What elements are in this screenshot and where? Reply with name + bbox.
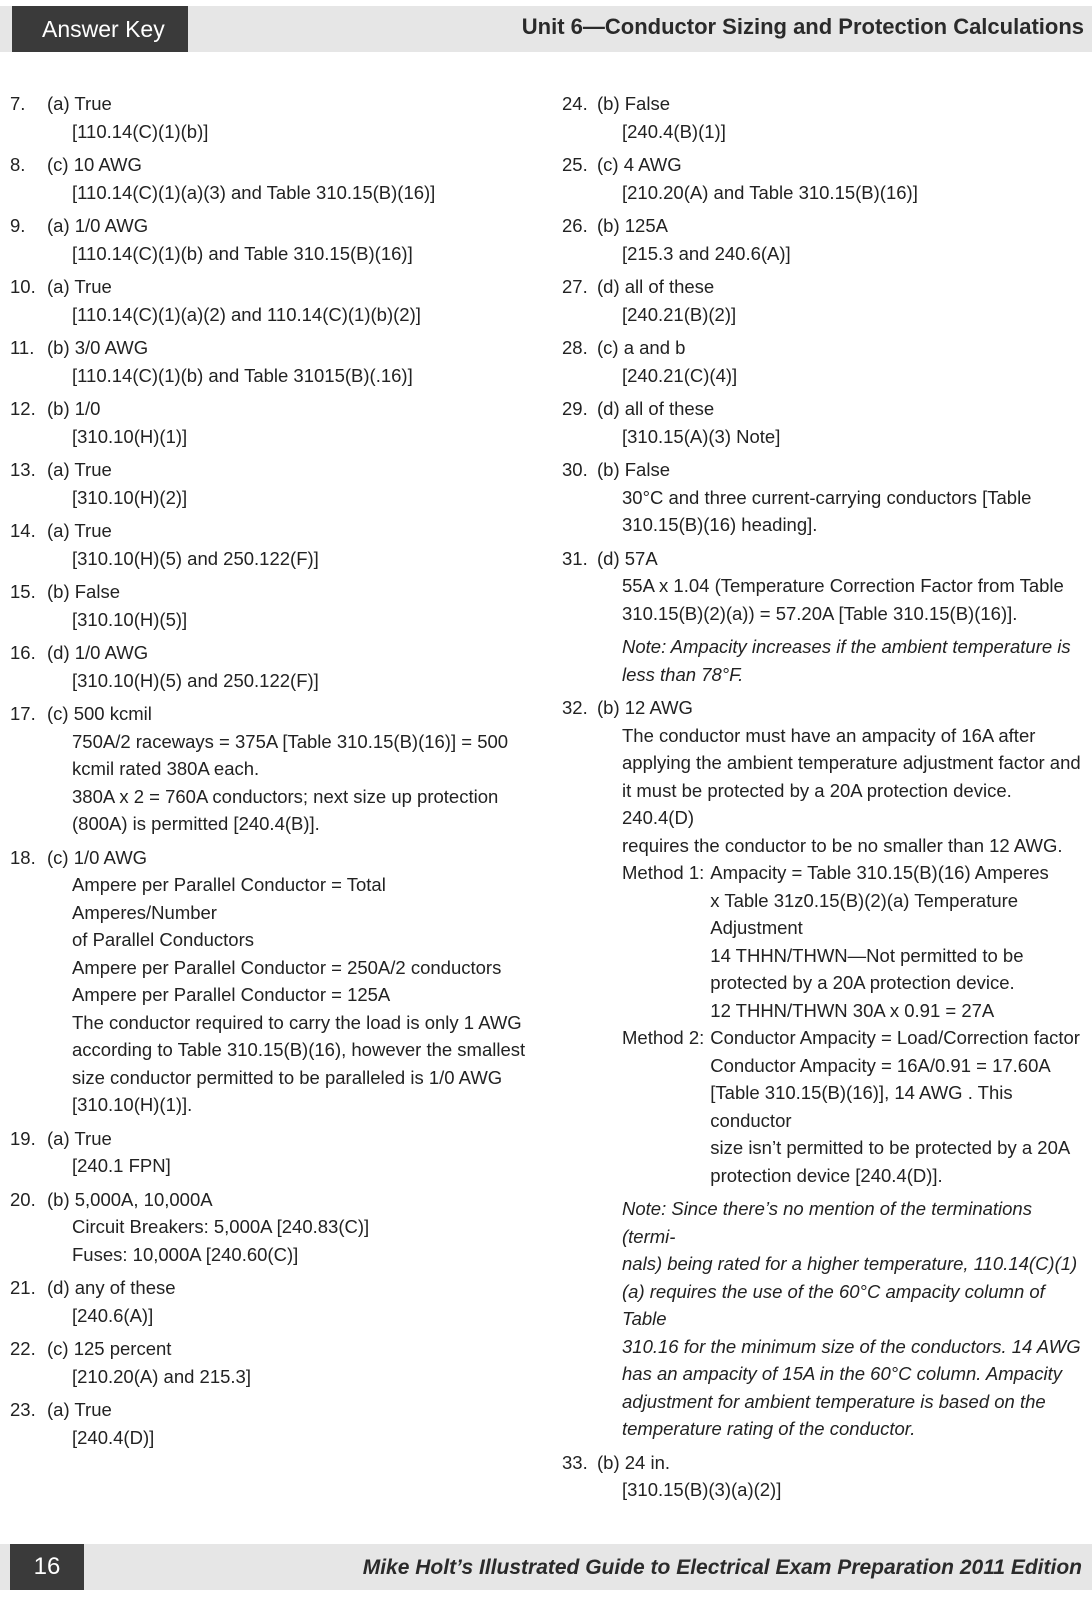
answer-item: 23. (a) True [240.4(D)]	[10, 1399, 155, 1448]
answer-item: 14. (a) True [310.10(H)(5) and 250.122(F)]	[10, 520, 319, 569]
right-column	[562, 90, 1087, 1510]
answer-item: 22. (c) 125 percent [210.20(A) and 215.3]	[10, 1338, 251, 1387]
answer-item: 8. (c) 10 AWG [110.14(C)(1)(a)(3) and Table 310.15(B)(16)]	[10, 154, 436, 203]
answer-item: 7. (a) True [110.14(C)(1)(b)]	[10, 93, 209, 142]
answer-item: 30. (b) False 30°C and three current-carrying conductors [Table 310.15(B)(16) heading].	[562, 459, 1032, 535]
answer-item: 33. (b) 24 in. [310.15(B)(3)(a)(2)]	[562, 1451, 782, 1500]
note: Note: Since there’s no mention of the terminations (termi- nals) being rated for a higher temperature, 110.14(C)(1) (a) requires the use of the 60°C ampacity column of Table 310.16 for the minimum size of the conductors. 14 AWG has an ampacity of 15A in the 60°C column. Ampacity adjustment for ambient temperature is based on the temperature rating of the conductor.	[622, 1198, 1081, 1439]
answer-item: 16. (d) 1/0 AWG [310.10(H)(5) and 250.122(F)]	[10, 642, 319, 691]
page-number: 16	[10, 1544, 84, 1590]
unit-title: Unit 6—Conductor Sizing and Protection Calculations	[521, 14, 1084, 39]
answer-item: 28. (c) a and b [240.21(C)(4)]	[562, 337, 738, 386]
answer-item: 32. (b) 12 AWG The conductor must have an ampacity of 16A after applying the ambient temperature adjustment factor and it must be protected by a 20A protection device. 240.4(D) requires the conductor to be no smaller than 12 AWG. Method 1: Ampacity = Table 310.15(B)(16) Amperes x Table 31z0.15(B)(2)(a) Temperature Adjustment 14 THHN/THWN—Not permitted to be protected by a 20A protection device. 12 THHN/THWN 30A x 0.91 = 27A Method 2: Conductor Ampacity = Load/Correction factor Conductor Ampacity = 16A/0.91 = 17.60A [Table 310.15(B)(16)], 14 AWG . This conductor size isn’t permitted to be protected by a 20A protection device [240.4(D)]. Note: Since there’s no mention of the terminations (termi- nals) being rated for a higher temperature, 110.14(C)(1) (a) requires the use of the 60°C ampacity column of Table 310.16 for the minimum size of the conductors. 14 AWG has an ampacity of 15A in the 60°C column. Ampacity adjustment for ambient temperature is based on the temperature rating of the conductor.	[562, 694, 1087, 1443]
answer-item: 15. (b) False [310.10(H)(5)]	[10, 581, 188, 630]
answer-item: 12. (b) 1/0 [310.10(H)(1)]	[10, 398, 188, 447]
answer-item: 21. (d) any of these [240.6(A)]	[10, 1277, 176, 1326]
left-column	[10, 90, 530, 1457]
answer-item: 9. (a) 1/0 AWG [110.14(C)(1)(b) and Table 310.15(B)(16)]	[10, 215, 413, 264]
answer-item: 18. (c) 1/0 AWG Ampere per Parallel Conductor = Total Amperes/Number of Parallel Conductors Ampere per Parallel Conductor = 250A/2 conductors Ampere per Parallel Conductor = 125A The conductor required to carry the load is only 1 AWG according to Table 310.15(B)(16), however the smallest size conductor permitted to be paralleled is 1/0 AWG [310.10(H)(1)].	[10, 846, 526, 1115]
method-2: Method 2: Conductor Ampacity = Load/Correction factor Conductor Ampacity = 16A/0.91 = 17.60A [Table 310.15(B)(16)], 14 AWG . This conductor size isn’t permitted to be protected by a 20A protection device [240.4(D)].	[622, 1027, 1080, 1186]
answer-item: 24. (b) False [240.4(B)(1)]	[562, 93, 726, 142]
answer-item: 17. (c) 500 kcmil 750A/2 raceways = 375A [Table 310.15(B)(16)] = 500 kcmil rated 380A each. 380A x 2 = 760A conductors; next size up protection (800A) is permitted [240.4(B)].	[10, 703, 509, 834]
note: Note: Ampacity increases if the ambient temperature is less than 78°F.	[622, 636, 1071, 685]
answer-item: 27. (d) all of these [240.21(B)(2)]	[562, 276, 737, 325]
answer-item: 19. (a) True [240.1 FPN]	[10, 1127, 171, 1176]
answer-item: 11. (b) 3/0 AWG [110.14(C)(1)(b) and Table 31015(B)(.16)]	[10, 337, 413, 386]
answer-item: 31. (d) 57A 55A x 1.04 (Temperature Correction Factor from Table 310.15(B)(2)(a)) = 57.20A [Table 310.15(B)(16)]. Note: Ampacity increases if the ambient temperature is less than 78°F.	[562, 545, 1087, 689]
answer-item: 26. (b) 125A [215.3 and 240.6(A)]	[562, 215, 791, 264]
answer-item: 29. (d) all of these [310.15(A)(3) Note]	[562, 398, 781, 447]
answer-item: 10. (a) True [110.14(C)(1)(a)(2) and 110.14(C)(1)(b)(2)]	[10, 276, 421, 325]
answer-item: 20. (b) 5,000A, 10,000A Circuit Breakers: 5,000A [240.83(C)] Fuses: 10,000A [240.60(C)]	[10, 1188, 370, 1265]
answer-item: 25. (c) 4 AWG [210.20(A) and Table 310.15(B)(16)]	[562, 154, 918, 203]
method-1: Method 1: Ampacity = Table 310.15(B)(16) Amperes x Table 31z0.15(B)(2)(a) Temperature Adjustment 14 THHN/THWN—Not permitted to be protected by a 20A protection device. 12 THHN/THWN 30A x 0.91 = 27A	[622, 862, 1049, 1021]
answer-item: 13. (a) True [310.10(H)(2)]	[10, 459, 188, 508]
book-title: Mike Holt’s Illustrated Guide to Electrical Exam Preparation 2011 Edition	[362, 1556, 1082, 1579]
answer-key-tab: Answer Key	[12, 6, 188, 52]
